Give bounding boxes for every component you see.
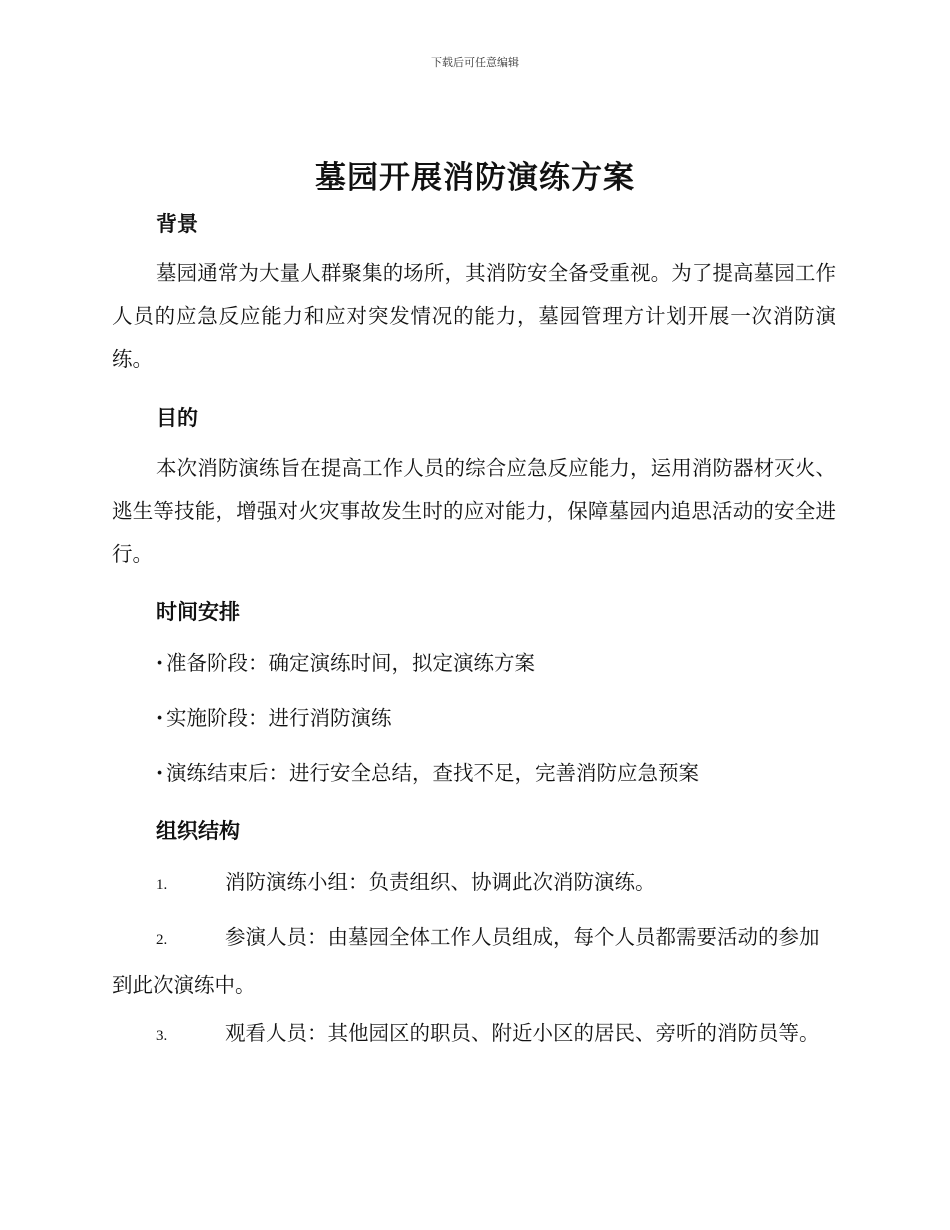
list-item: [156, 758, 699, 788]
numbered-item: [112, 915, 836, 1008]
bullet-marker: ·: [156, 651, 164, 675]
section-heading-organization: 组织结构: [156, 819, 240, 843]
bullet-marker: ·: [156, 761, 164, 785]
item-text: 观看人员：其他园区的职员、附近小区的居民、旁听的消防员等。: [225, 1021, 820, 1045]
list-item-text: 演练结束后：进行安全总结，查找不足，完善消防应急预案: [166, 761, 699, 785]
section-heading-background: 背景: [156, 212, 198, 236]
numbered-item: [112, 860, 836, 908]
item-number: 1.: [156, 877, 168, 893]
item-number: 2.: [156, 932, 168, 948]
list-item: [156, 703, 392, 733]
bullet-marker: ·: [156, 706, 164, 730]
numbered-item: [112, 1011, 836, 1059]
section-heading-purpose: 目的: [156, 406, 198, 430]
item-number: 3.: [156, 1028, 168, 1044]
paragraph-background: 墓园通常为大量人群聚集的场所，其消防安全备受重视。为了提高墓园工作人员的应急反应能力和应对突发情况的能力，墓园管理方计划开展一次消防演练。: [112, 261, 836, 371]
list-item-text: 实施阶段：进行消防演练: [166, 706, 392, 730]
list-item-text: 准备阶段：确定演练时间，拟定演练方案: [166, 651, 535, 675]
item-text: 消防演练小组：负责组织、协调此次消防演练。: [225, 870, 656, 894]
item-text: 参演人员：由墓园全体工作人员组成，每个人员都需要活动的参加到此次演练中。: [112, 925, 820, 997]
section-heading-schedule: 时间安排: [156, 600, 240, 624]
header-note: 下载后可任意编辑: [431, 56, 519, 69]
list-item: [156, 648, 535, 678]
paragraph-purpose: 本次消防演练旨在提高工作人员的综合应急反应能力，运用消防器材灭火、逃生等技能，增强对火灾事故发生时的应对能力，保障墓园内追思活动的安全进行。: [112, 456, 836, 566]
document-title: 墓园开展消防演练方案: [315, 160, 635, 196]
